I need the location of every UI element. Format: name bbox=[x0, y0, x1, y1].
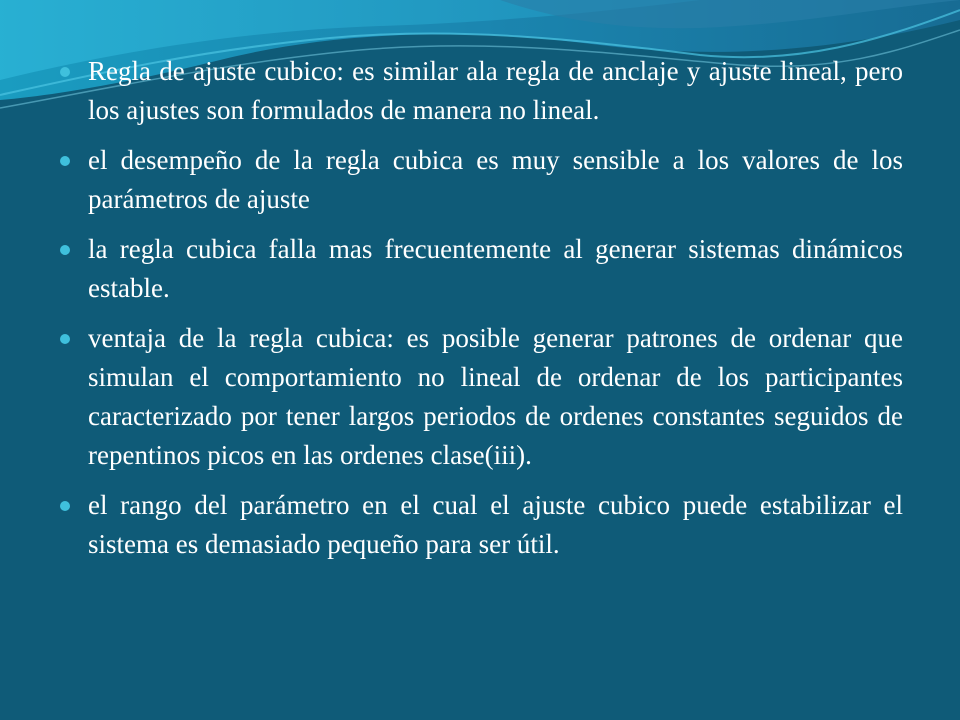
bullet-text: ventaja de la regla cubica: es posible generar patrones de ordenar que simulan el comportamiento no lineal de ordenar de los participantes caracterizado por tener largos periodos de ordenes constantes seguidos de repentinos picos en las ordenes clase(iii). bbox=[88, 323, 903, 470]
bullet-item-failure bbox=[60, 230, 903, 308]
bullet-item-advantage bbox=[60, 319, 903, 475]
bullet-item-parameter-range bbox=[60, 486, 903, 564]
bullet-text: el desempeño de la regla cubica es muy sensible a los valores de los parámetros de ajuste bbox=[88, 145, 903, 214]
bullet-item-sensitivity bbox=[60, 141, 903, 219]
bullet-dot-icon bbox=[60, 501, 70, 511]
bullet-dot-icon bbox=[60, 245, 70, 255]
bullet-list bbox=[60, 52, 903, 564]
bullet-text: Regla de ajuste cubico: es similar ala regla de anclaje y ajuste lineal, pero los ajustes son formulados de manera no lineal. bbox=[88, 56, 903, 125]
bullet-text: el rango del parámetro en el cual el ajuste cubico puede estabilizar el sistema es demasiado pequeño para ser útil. bbox=[88, 490, 903, 559]
bullet-item-cubic-rule-definition bbox=[60, 52, 903, 130]
bullet-text: la regla cubica falla mas frecuentemente al generar sistemas dinámicos estable. bbox=[88, 234, 903, 303]
slide-content bbox=[60, 52, 903, 575]
bullet-dot-icon bbox=[60, 334, 70, 344]
bullet-dot-icon bbox=[60, 67, 70, 77]
bullet-dot-icon bbox=[60, 156, 70, 166]
